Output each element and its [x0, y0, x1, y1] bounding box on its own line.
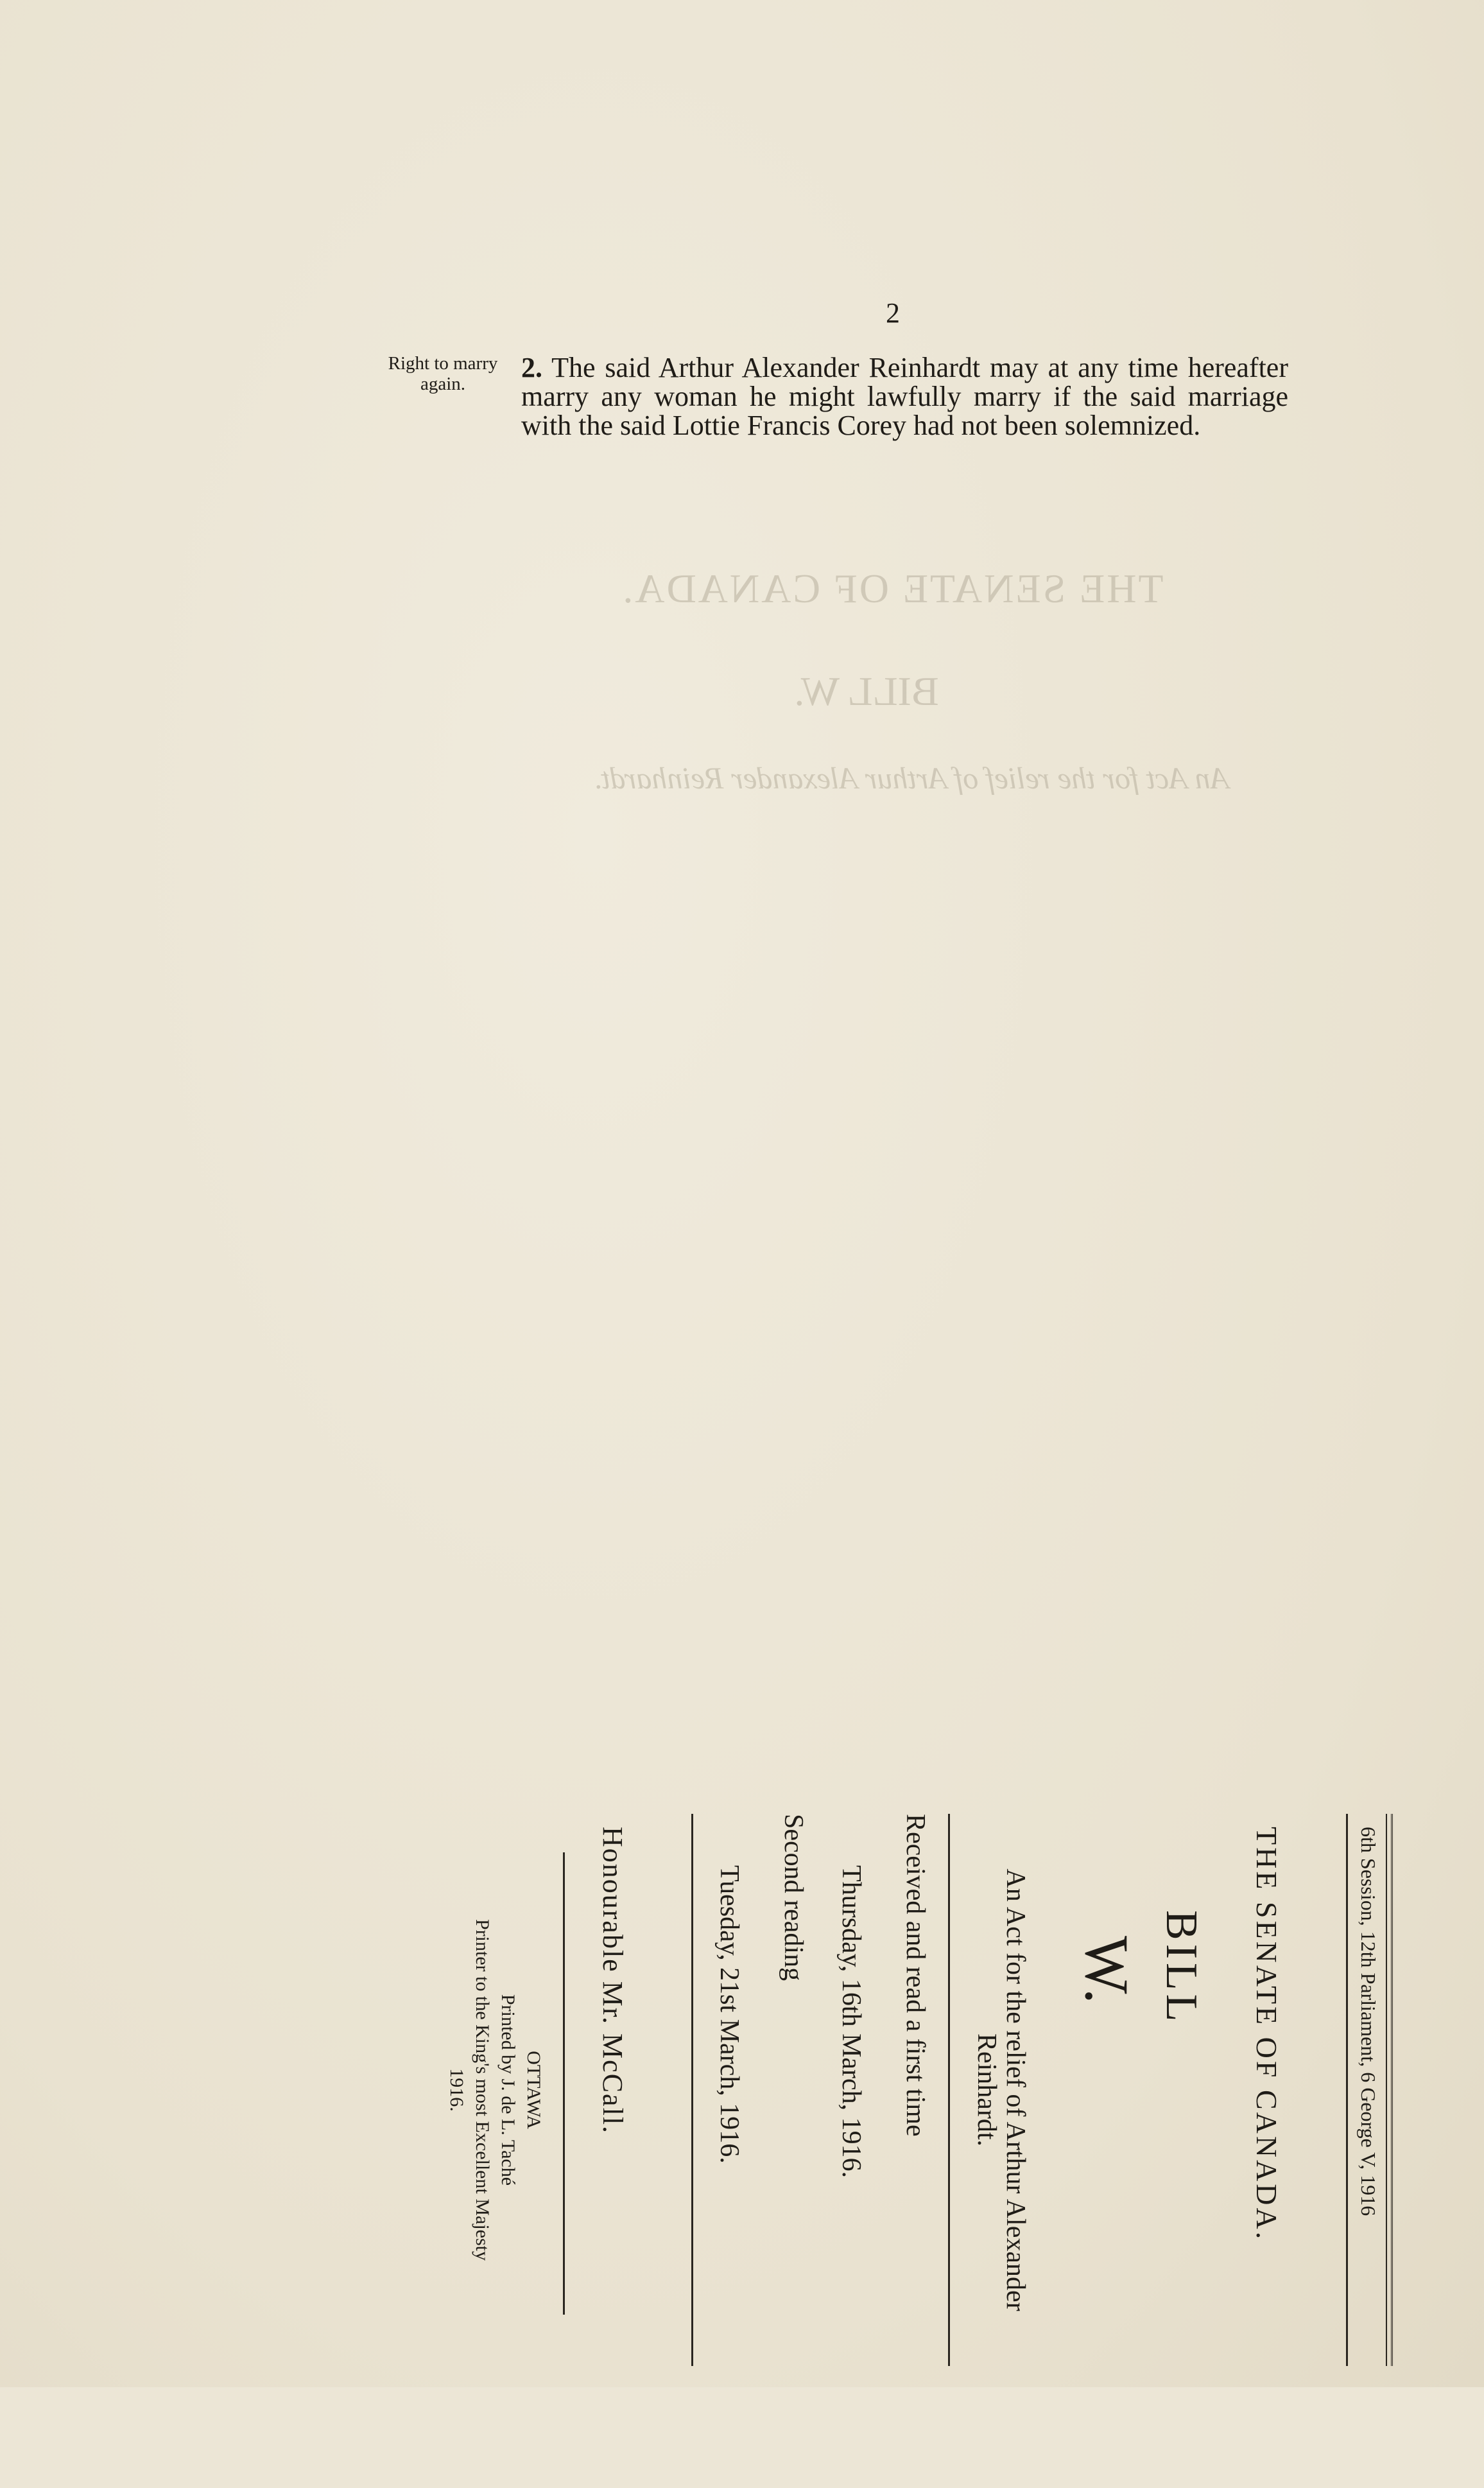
clause-number: 2.	[521, 352, 542, 383]
bleed-through-bill: BILL W.	[794, 668, 939, 714]
first-reading-date: Thursday, 16th March, 1916.	[836, 1865, 866, 2179]
bleed-through-senate: THE SENATE OF CANADA.	[621, 566, 1164, 611]
page-number: 2	[886, 297, 900, 329]
cover-act-title-1: An Act for the relief of Arthur Alexander	[1001, 1868, 1030, 2311]
bleed-through-act: An Act for the relief of Arthur Alexander Reinhardt.	[594, 761, 1229, 796]
session-line: 6th Session, 12th Parliament, 6 George V, 1916	[1357, 1827, 1380, 2216]
top-rule	[1386, 1814, 1393, 2366]
cover-bill-label: BILL	[1157, 1910, 1206, 2026]
session-rule	[1346, 1814, 1348, 2366]
margin-note: Right to marry again.	[388, 353, 498, 394]
sponsor-rule	[563, 1852, 565, 2315]
imprint-year: 1916.	[446, 2068, 467, 2112]
imprint-printer: Printed by J. de L. Taché	[497, 1994, 519, 2186]
cover-act-title-2: Reinhardt.	[972, 2033, 1001, 2147]
act-rule	[948, 1814, 950, 2366]
sponsor: Honourable Mr. McCall.	[597, 1827, 628, 2135]
imprint-printer-title: Printer to the King's most Excellent Majesty	[472, 1919, 493, 2261]
second-reading: Second reading	[779, 1814, 808, 1981]
second-reading-date: Tuesday, 21st March, 1916.	[714, 1865, 744, 2164]
cover-bill-letter: W.	[1073, 1936, 1141, 2004]
readings-rule	[691, 1814, 693, 2366]
rotated-cover	[180, 1814, 1399, 2366]
imprint-city: OTTAWA	[523, 2051, 544, 2129]
first-reading: Received and read a first time	[901, 1814, 930, 2137]
cover-senate-title: THE SENATE OF CANADA.	[1250, 1827, 1283, 2242]
clause-text: The said Arthur Alexander Reinhardt may at any time hereafter marry any woman he might lawfully marry if the said marriage with the said Lottie Francis Corey had not been solemnized.	[521, 352, 1288, 441]
clause-2	[521, 353, 1288, 440]
